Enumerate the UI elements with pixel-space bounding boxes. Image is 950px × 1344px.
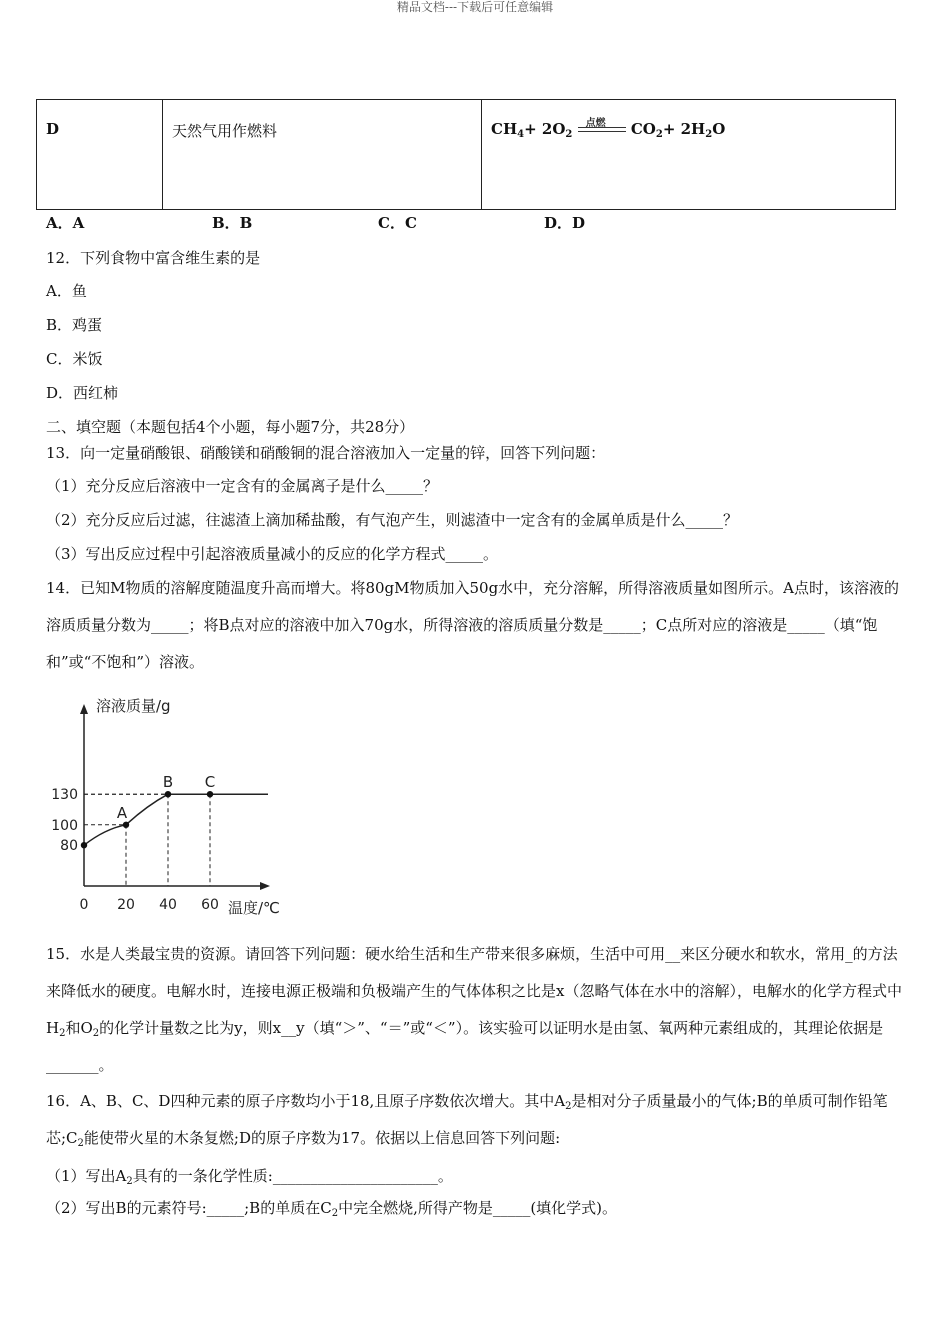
y-tick-label: 100	[51, 817, 78, 834]
x-tick-label: 60	[201, 897, 219, 913]
option-table	[36, 99, 896, 210]
option-label: D	[37, 100, 163, 210]
q16-text: 16．A、B、C、D四种元素的原子序数均小于18,且原子序数依次增大。其中$A_2$是相对分子质量最小的气体;B的单质可制作铅笔芯$;C_2$能使带火星的木条复燃;D的原子序数为17。依据以上信息回答下列问题:	[46, 1092, 888, 1149]
q16-part2: （2）写出B的元素符号:_____;B的单质在$C_2$中完全燃烧,所得产物是_____(填化学式)。	[46, 1199, 618, 1219]
q12-stem: 12．下列食物中富含维生素的是	[46, 249, 261, 267]
q12-option-d: D．西红柿	[46, 384, 119, 402]
reaction-condition: 点燃	[585, 118, 606, 129]
y-axis-label: 溶液质量/g	[96, 697, 171, 715]
q15-text: 15．水是人类最宝贵的资源。请回答下列问题：硬水给生活和生产带来很多麻烦，生活中可用__来区分硬水和软水，常用_的方法来降低水的硬度。电解水时，连接电源正极端和负极端产生的气体体积之比是x（忽略气体在水中的溶解），电解水的化学方程式中$H_2$和$O_2$的化学计量数之比为y，则x__y（填“＞”、“＝”或“＜”）。该实验可以证明水是由氢、氧两种元素组成的，其理论依据是_______。	[46, 945, 902, 1074]
reaction-arrow	[578, 120, 626, 140]
chemical-equation: $CH_4+ 2O_2$ 点燃 $CO_2+ 2H_2O$	[482, 100, 896, 210]
option-a: A．A	[46, 214, 85, 232]
q12-option-a: A．鱼	[46, 282, 87, 300]
x-tick-label: 0	[79, 897, 89, 913]
q16-part1: （1）写出$A_2$具有的一条化学性质:______________________。	[46, 1167, 453, 1187]
point-label-a: A	[116, 803, 128, 822]
data-point-a	[123, 822, 129, 828]
y-axis-arrow	[80, 704, 88, 714]
section-heading: 二、填空题（本题包括4个小题，每小题7分，共28分）	[46, 418, 415, 436]
point-label-b: B	[162, 773, 174, 792]
page-header: 精品文档---下载后可任意编辑	[396, 0, 554, 14]
option-d: D．D	[544, 214, 586, 232]
solution-mass-chart	[40, 690, 300, 920]
table-row	[37, 100, 896, 210]
q12-option-c: C．米饭	[46, 350, 103, 368]
q11-options	[46, 213, 585, 233]
q14-text: 14．已知M物质的溶解度随温度升高而增大。将80gM物质加入50g水中，充分溶解，所得溶液质量如图所示。A点时，该溶液的溶质质量分数为_____；将B点对应的溶液中加入70g水，所得溶液的溶质质量分数是_____；C点所对应的溶液是_____（填“饱和”或“不饱和”）溶液。	[46, 579, 900, 671]
point-label-c: C	[204, 773, 216, 792]
option-b: B．B	[212, 214, 253, 232]
data-point-c	[207, 791, 213, 797]
option-description: 天然气用作燃料	[163, 100, 482, 210]
q13-part1: （1）充分反应后溶液中一定含有的金属离子是什么_____？	[46, 477, 439, 495]
q13-part2: （2）充分反应后过滤，往滤渣上滴加稀盐酸，有气泡产生，则滤渣中一定含有的金属单质是什么_____？	[46, 511, 739, 529]
x-tick-label: 40	[159, 897, 177, 913]
q13-part3: （3）写出反应过程中引起溶液质量减小的反应的化学方程式_____。	[46, 545, 499, 563]
x-axis-label: 温度/℃	[228, 899, 280, 917]
option-c: C．C	[378, 214, 417, 232]
x-axis-arrow	[260, 882, 270, 890]
q13-stem: 13．向一定量硝酸银、硝酸镁和硝酸铜的混合溶液加入一定量的锌，回答下列问题：	[46, 444, 606, 462]
q12-option-b: B．鸡蛋	[46, 316, 103, 334]
data-point-b	[165, 791, 171, 797]
data-point	[81, 842, 87, 848]
x-tick-label: 20	[117, 897, 135, 913]
y-tick-label: 130	[51, 787, 78, 804]
y-tick-label: 80	[60, 838, 78, 855]
